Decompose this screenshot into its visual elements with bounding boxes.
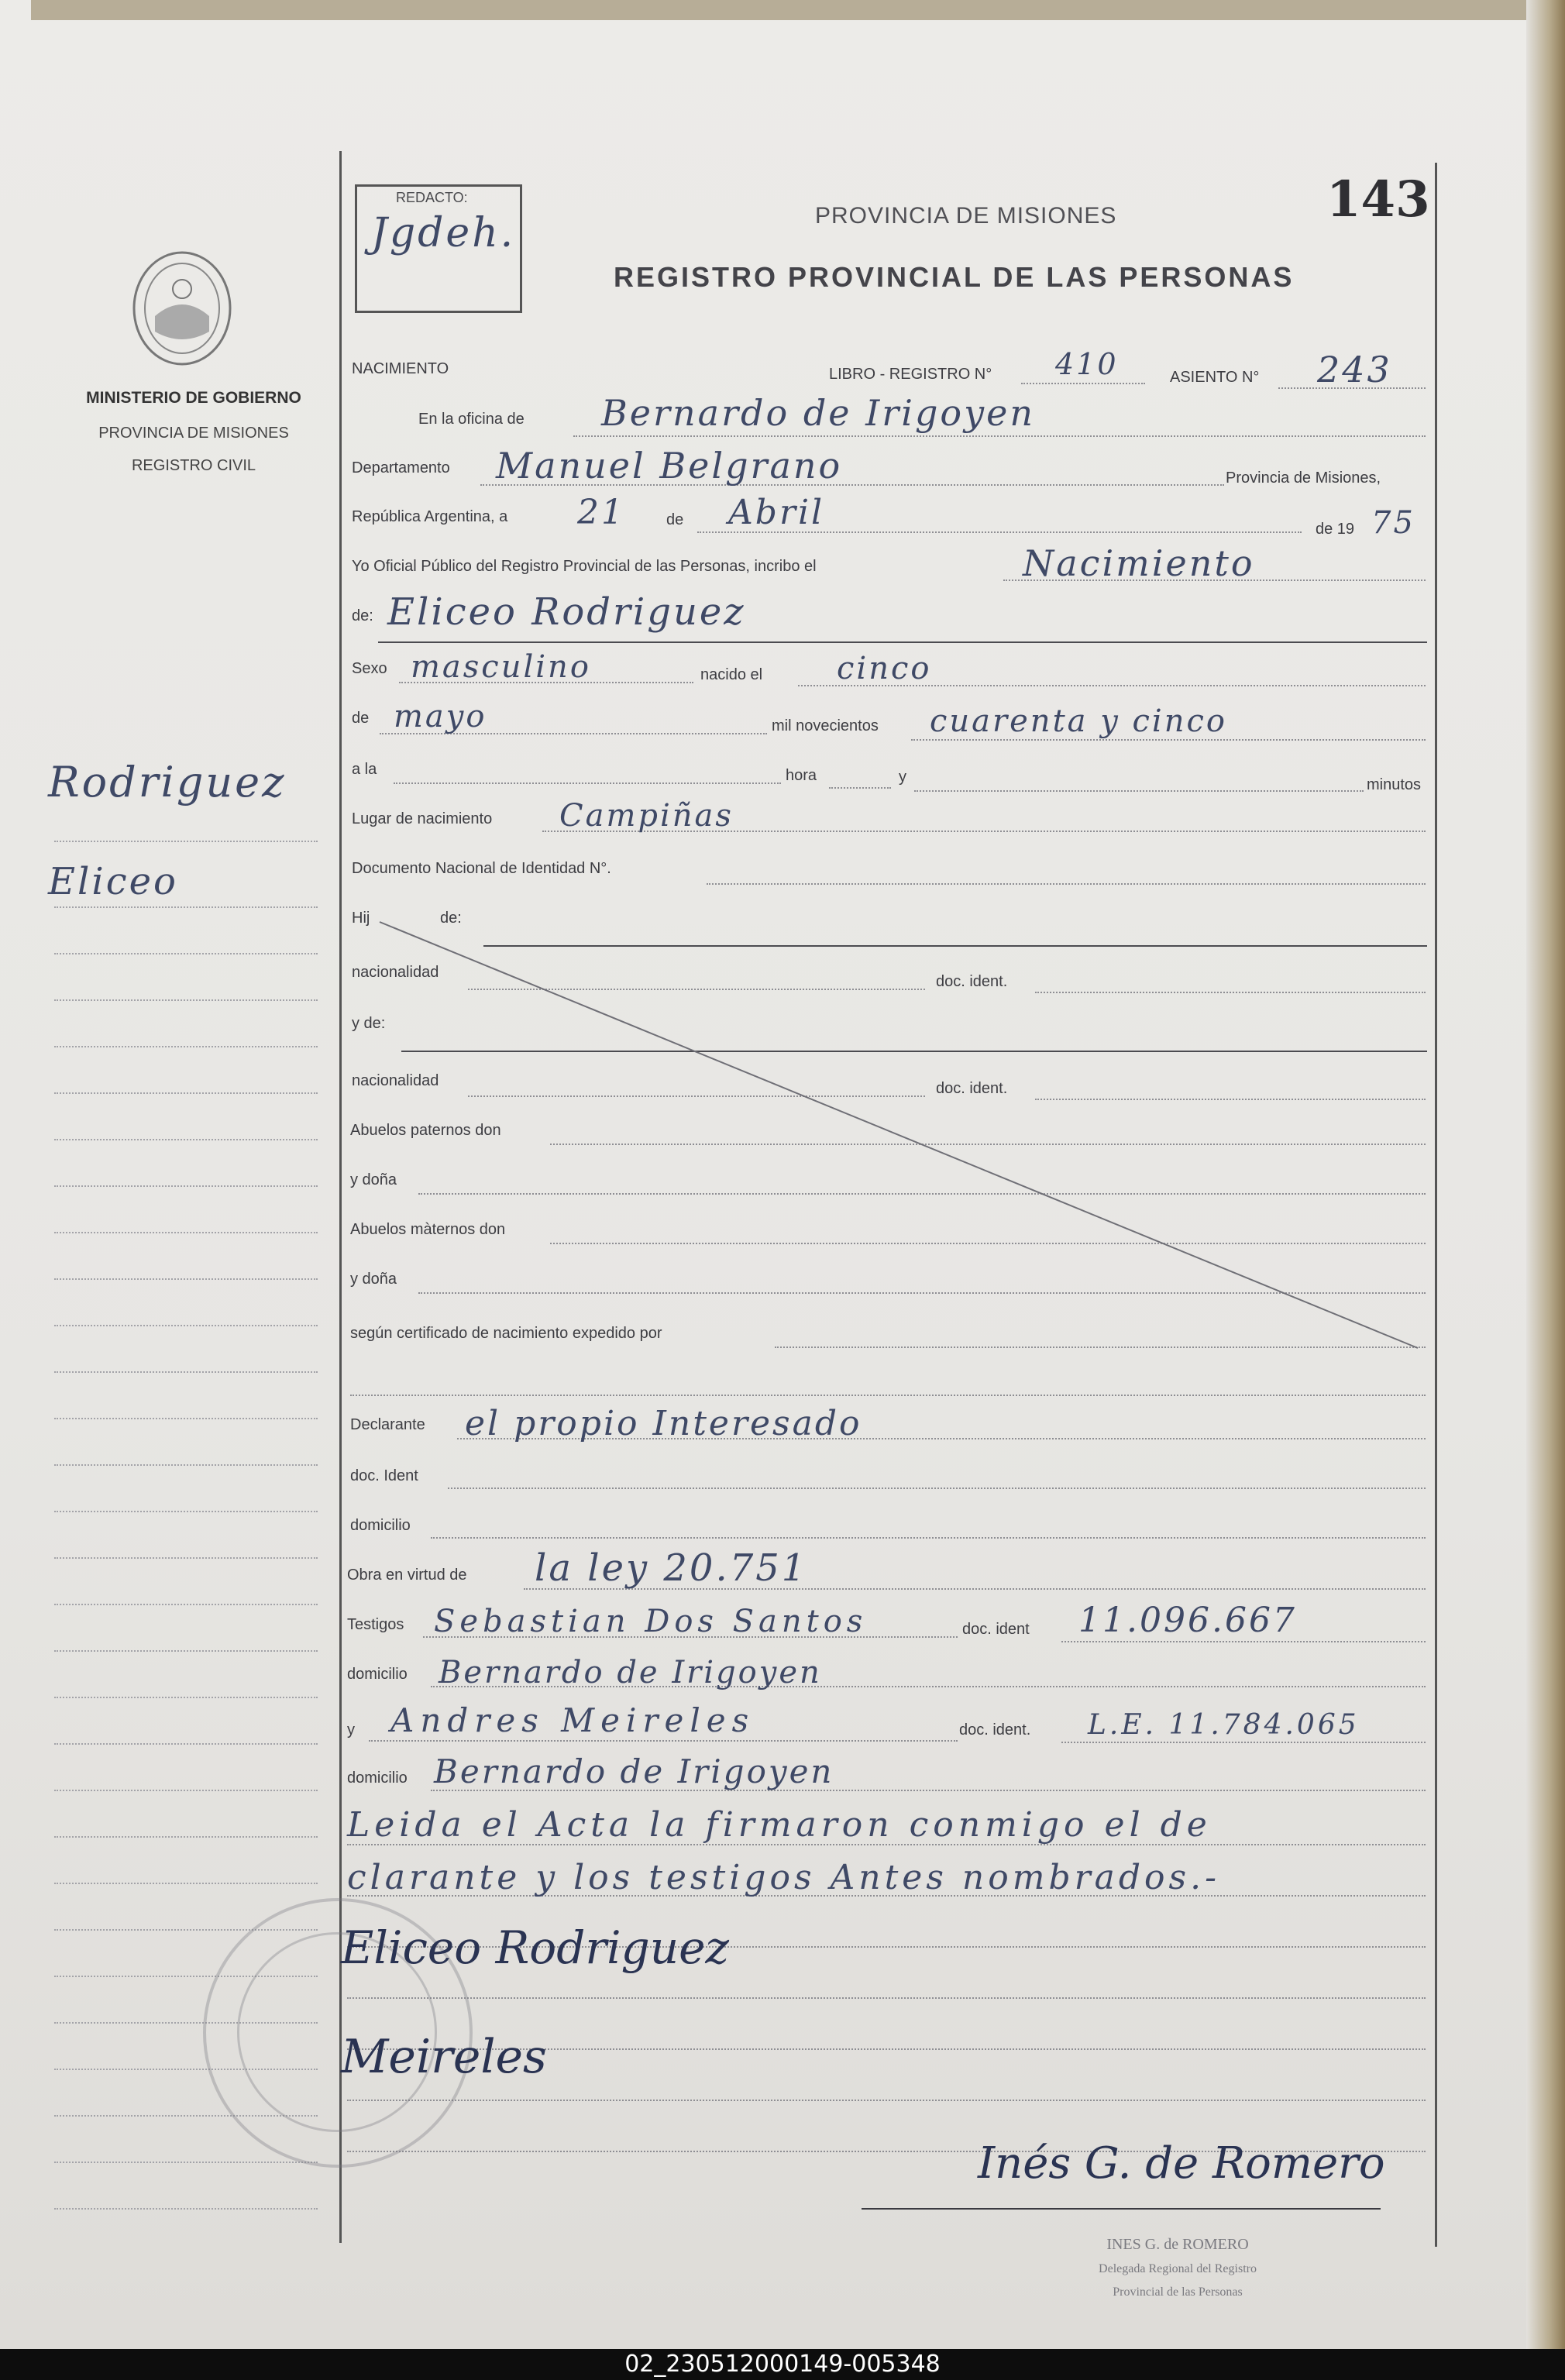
margin-rule [54,1278,318,1280]
testigo2-doc-label: doc. ident. [959,1721,1031,1739]
libro-value: 410 [1055,347,1119,381]
province-heading: PROVINCIA DE MISIONES [815,203,1117,229]
year-born-rule [911,739,1426,741]
persona-rule [378,641,1427,643]
declarante-signature: Eliceo Rodriguez [341,1921,729,1974]
closing-line-1: Leida el Acta la firmaron conmigo el de [347,1805,1212,1845]
hora-rule [829,787,891,789]
margin-rule [54,1790,318,1791]
domicilio-declarante-label: domicilio [350,1517,411,1534]
doc-ident-declarante-rule [448,1488,1426,1489]
testigo1-doc-label: doc. ident [962,1621,1030,1638]
dona-paterna-label: y doña [350,1171,397,1188]
strike-through-line [372,914,1441,1356]
asiento-label: ASIENTO N° [1170,369,1260,386]
mil-label: mil novecientos [772,717,879,734]
margin-rule [54,2208,318,2210]
lugar-label: Lugar de nacimiento [352,810,493,827]
margin-rule [54,1883,318,1884]
doc-ident-madre-label: doc. ident. [936,1080,1008,1097]
testigo2-doc-rule [1061,1742,1426,1743]
libro-rule [1021,383,1145,384]
ministry-province: PROVINCIA DE MISIONES [98,425,289,442]
declarante-label: Declarante [350,1416,425,1433]
date-day: 21 [577,493,625,532]
testigo1-doc: 11.096.667 [1078,1601,1297,1640]
margin-rule [54,1185,318,1187]
testigo-signature: Meireles [341,2030,547,2084]
asiento-value: 243 [1317,349,1392,390]
margin-rule [54,1557,318,1559]
acto-value: Nacimiento [1023,542,1255,584]
year-value: 75 [1371,505,1415,541]
margin-rule [54,1511,318,1512]
registry-heading: REGISTRO PROVINCIAL DE LAS PERSONAS [614,261,1295,293]
a-la-label: a la [352,761,377,778]
minutos-rule [914,790,1364,792]
margin-given-name: Eliceo [48,860,178,903]
certificado-rule-2 [350,1395,1426,1396]
nacido-label: nacido el [700,666,763,683]
declarante-value: el propio Interesado [465,1404,862,1443]
nacionalidad-label: nacionalidad [352,964,439,981]
testigo1-domicilio-label: domicilio [347,1666,408,1683]
closing-line-2: clarante y los testigos Antes nombrados.- [347,1858,1220,1897]
de-label: de [666,511,684,528]
provincia-suffix: Provincia de Misiones, [1226,469,1381,487]
nacido-month: mayo [394,699,487,734]
domicilio-declarante-rule [431,1537,1426,1539]
testigo2-name: Andres Meireles [390,1701,755,1739]
ministry-title: MINISTERIO DE GOBIERNO [86,389,301,407]
doc-ident-declarante-label: doc. Ident [350,1467,418,1484]
redacto-box [355,184,522,313]
book-top-edge [31,0,1526,20]
republica-label: República Argentina, a [352,508,508,525]
testigo2-doc: L.E. 11.784.065 [1088,1709,1360,1741]
sexo-label: Sexo [352,660,387,677]
abuelos-maternos-label: Abuelos màternos don [350,1221,506,1238]
year-label: de 19 [1316,521,1355,538]
nacido-day: cinco [837,651,932,686]
abuelos-paternos-label: Abuelos paternos don [350,1122,501,1139]
official-stamp-name: INES G. de ROMERO [1106,2236,1249,2253]
margin-rule [54,1464,318,1466]
obra-label: Obra en virtud de [347,1567,467,1584]
lugar-value: Campiñas [559,798,734,834]
page-number: 143 [1326,170,1430,229]
padre-de-label: de: [440,910,462,927]
margin-rule [54,1046,318,1047]
official-stamp-office: Provincial de las Personas [1113,2285,1243,2299]
date-month: Abril [728,493,825,532]
testigo1-name: Sebastian Dos Santos [434,1604,868,1639]
doc-ident-label: doc. ident. [936,973,1008,990]
hora-label: hora [786,767,817,784]
oficina-rule [573,435,1426,437]
margin-rule [54,1092,318,1094]
margin-rule [54,1232,318,1233]
margin-surname: Rodriguez [48,758,287,807]
oficial-signature-rule [862,2208,1381,2210]
margin-rule [54,1743,318,1745]
image-caption: 02_230512000149-005348 [0,2349,1565,2380]
coat-of-arms-icon [124,246,240,370]
persona-value: Eliceo Rodriguez [387,590,746,634]
oficina-value: Bernardo de Irigoyen [601,392,1035,434]
redacto-label: REDACTO: [396,190,468,205]
testigo2-rule [369,1740,958,1742]
margin-rule [54,953,318,954]
margin-rule [54,906,318,908]
margin-rule [54,1836,318,1838]
ministry-registry: REGISTRO CIVIL [131,457,256,474]
dni-rule [707,883,1426,885]
margin-rule [54,841,318,842]
margin-rule [54,1697,318,1698]
margin-rule [54,1325,318,1326]
record-type-label: NACIMIENTO [352,360,449,377]
redacto-value: Jgdeh. [371,210,516,256]
nacido-year: cuarenta y cinco [930,703,1227,739]
dni-label: Documento Nacional de Identidad N°. [352,860,611,877]
departamento-label: Departamento [352,459,450,476]
signature-rule [347,2100,1426,2101]
hij-label: Hij [352,910,370,927]
margin-rule [54,999,318,1001]
obra-value: la ley 20.751 [535,1546,808,1590]
testigo2-domicilio: Bernardo de Irigoyen [434,1752,834,1790]
libro-label: LIBRO - REGISTRO N° [829,366,992,383]
testigo1-domicilio: Bernardo de Irigoyen [439,1655,822,1690]
testigos-label: Testigos [347,1616,404,1633]
book-right-edge [1526,0,1565,2349]
margin-rule [54,1139,318,1140]
nacionalidad-madre-label: nacionalidad [352,1072,439,1089]
departamento-value: Manuel Belgrano [496,445,843,487]
a-la-rule [394,782,781,784]
margin-rule [54,1371,318,1373]
y-testigo2-label: y [347,1721,355,1739]
margin-rule [54,1650,318,1652]
minutos-label: minutos [1367,776,1422,793]
oficial-signature: Inés G. de Romero [978,2138,1385,2189]
testigo1-doc-rule [1061,1641,1426,1642]
sexo-value: masculino [411,649,591,685]
persona-label: de: [352,607,373,624]
signature-rule [347,1997,1426,1999]
oficina-label: En la oficina de [418,411,525,428]
oficial-text: Yo Oficial Público del Registro Provincial de las Personas, incribo el [352,558,817,575]
testigo2-domicilio-label: domicilio [347,1770,408,1787]
de-mes-label: de [352,710,370,727]
margin-rule [54,1604,318,1605]
margin-rule [54,2162,318,2163]
madre-de-label: y de: [352,1015,386,1032]
y-label: y [899,769,906,786]
dona-materna-label: y doña [350,1271,397,1288]
margin-rule [54,1418,318,1419]
certificado-label: según certificado de nacimiento expedido por [350,1325,662,1342]
official-stamp-title: Delegada Regional del Registro [1099,2262,1257,2275]
